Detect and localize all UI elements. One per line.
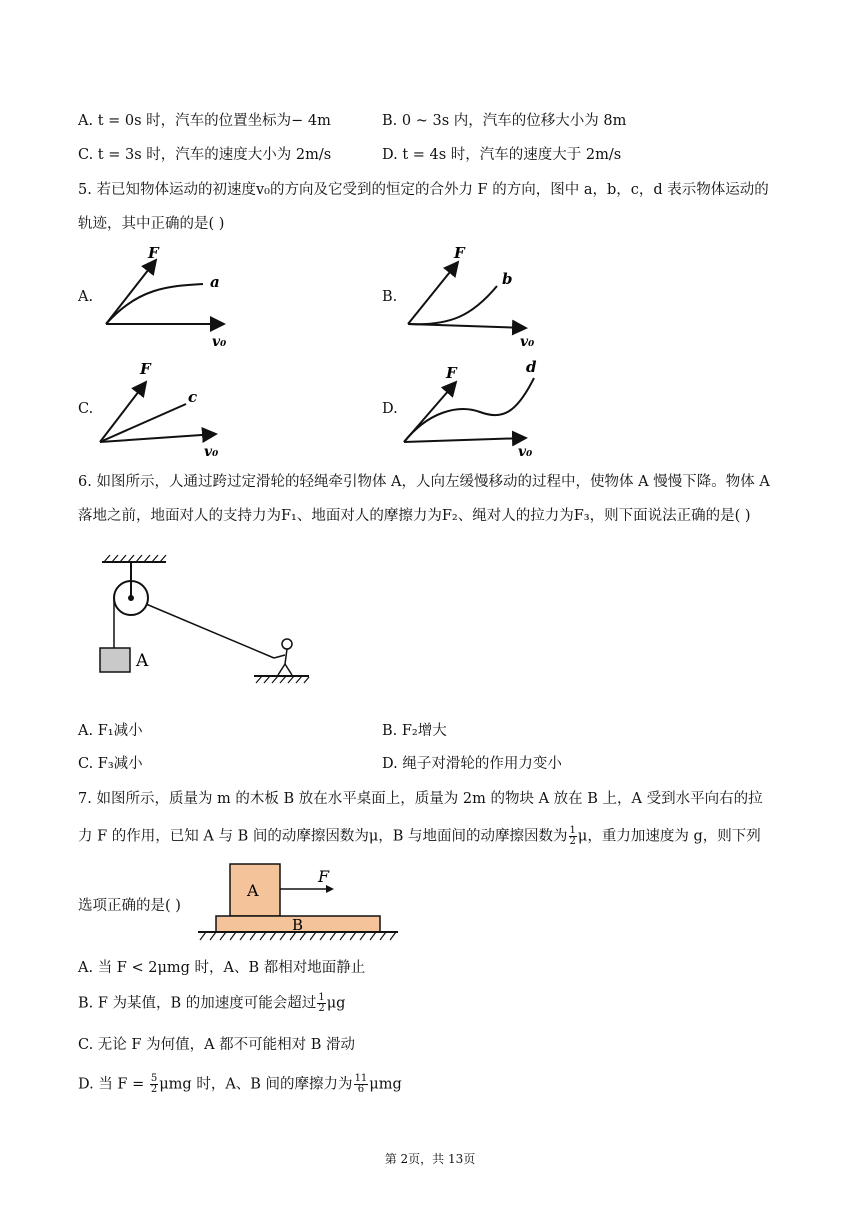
q7-option-d: D. 当 F = $\frac{5}{2}$ μmg 时，A、B 间的摩擦力为 $\frac{11}{6}$ μmg [78,1073,402,1095]
force-label: F [140,360,151,378]
fraction-half: $\frac{1}{2}$ [318,992,325,1014]
q6-option-c: C. F₃减小 [78,756,143,772]
curve-label-a: a [210,273,220,291]
q5-label-d: D. [382,401,398,417]
q7-stem-line1: 7. 如图所示，质量为 m 的木板 B 放在水平桌面上，质量为 2m 的物块 A 放在 B 上，A 受到水平向右的拉 [78,791,763,807]
q5-figure-b [400,240,540,350]
q7-option-b: B. F 为某值，B 的加速度可能会超过 $\frac{1}{2}$ μg [78,992,346,1014]
q5-figure-d [398,352,548,460]
force-label: F [148,244,159,262]
board-b-label: B [292,916,304,934]
q6-stem-line2: 落地之前，地面对人的支持力为F₁、地面对人的摩擦力为F₂、绳对人的拉力为F₃，则下面说法正确的是( ) [78,508,751,524]
q7-blocks-figure [194,860,404,946]
curve-label-c: c [188,388,198,406]
force-label: F [446,364,457,382]
q7-stem-line3: 选项正确的是( ) [78,898,181,914]
force-label: F [318,867,330,886]
q5-stem-line1: 5. 若已知物体运动的初速度v₀的方向及它受到的恒定的合外力 F 的方向，图中 a，b，c，d 表示物体运动的 [78,182,769,198]
fraction-eleven-sixths: $\frac{11}{6}$ [354,1073,368,1095]
q6-stem-line1: 6. 如图所示，人通过跨过定滑轮的轻绳牵引物体 A，人向左缓慢移动的过程中，使物体 A 慢慢下降。物体 A [78,474,770,490]
q5-label-a: A. [78,289,94,305]
page-footer: 第 2页，共 13页 [384,1152,476,1166]
curve-label-d: d [526,358,537,376]
person-figure [274,639,292,675]
q7-stem-line2: 力 F 的作用，已知 A 与 B 间的动摩擦因数为μ，B 与地面间的动摩擦因数为 $\frac{1}{2}$ μ，重力加速度为 g，则下列 [78,825,761,847]
force-label: F [454,244,465,262]
curve-label-b: b [502,270,513,288]
q6-option-d: D. 绳子对滑轮的作用力变小 [382,756,562,772]
q6-option-a: A. F₁减小 [78,723,143,739]
q5-label-c: C. [78,401,94,417]
q4-option-c: C. t = 3s 时，汽车的速度大小为 2m/s [78,147,332,163]
fraction-half: $\frac{1}{2}$ [569,825,576,847]
velocity-label: v₀ [212,334,227,350]
q6-option-b: B. F₂增大 [382,723,447,739]
velocity-label: v₀ [204,444,219,458]
q4-option-a: A. t = 0s 时，汽车的位置坐标为− 4m [78,113,331,129]
velocity-label: v₀ [520,334,535,350]
q6-pulley-figure [94,552,314,692]
q5-label-b: B. [382,289,398,305]
q4-option-d: D. t = 4s 时，汽车的速度大于 2m/s [382,147,622,163]
q5-stem-line2: 轨迹，其中正确的是( ) [78,216,225,232]
velocity-label: v₀ [518,444,533,460]
fraction-five-halves: $\frac{5}{2}$ [150,1073,158,1095]
block-a-label: A [247,881,259,900]
block-a-label: A [136,651,149,671]
block-a [100,648,130,672]
q5-figure-c [94,358,234,458]
q4-option-b: B. 0 ~ 3s 内，汽车的位移大小为 8m [382,113,627,129]
q7-option-c: C. 无论 F 为何值，A 都不可能相对 B 滑动 [78,1037,356,1053]
q7-option-a: A. 当 F < 2μmg 时，A、B 都相对地面静止 [78,960,366,976]
q5-figure-a [98,240,238,350]
